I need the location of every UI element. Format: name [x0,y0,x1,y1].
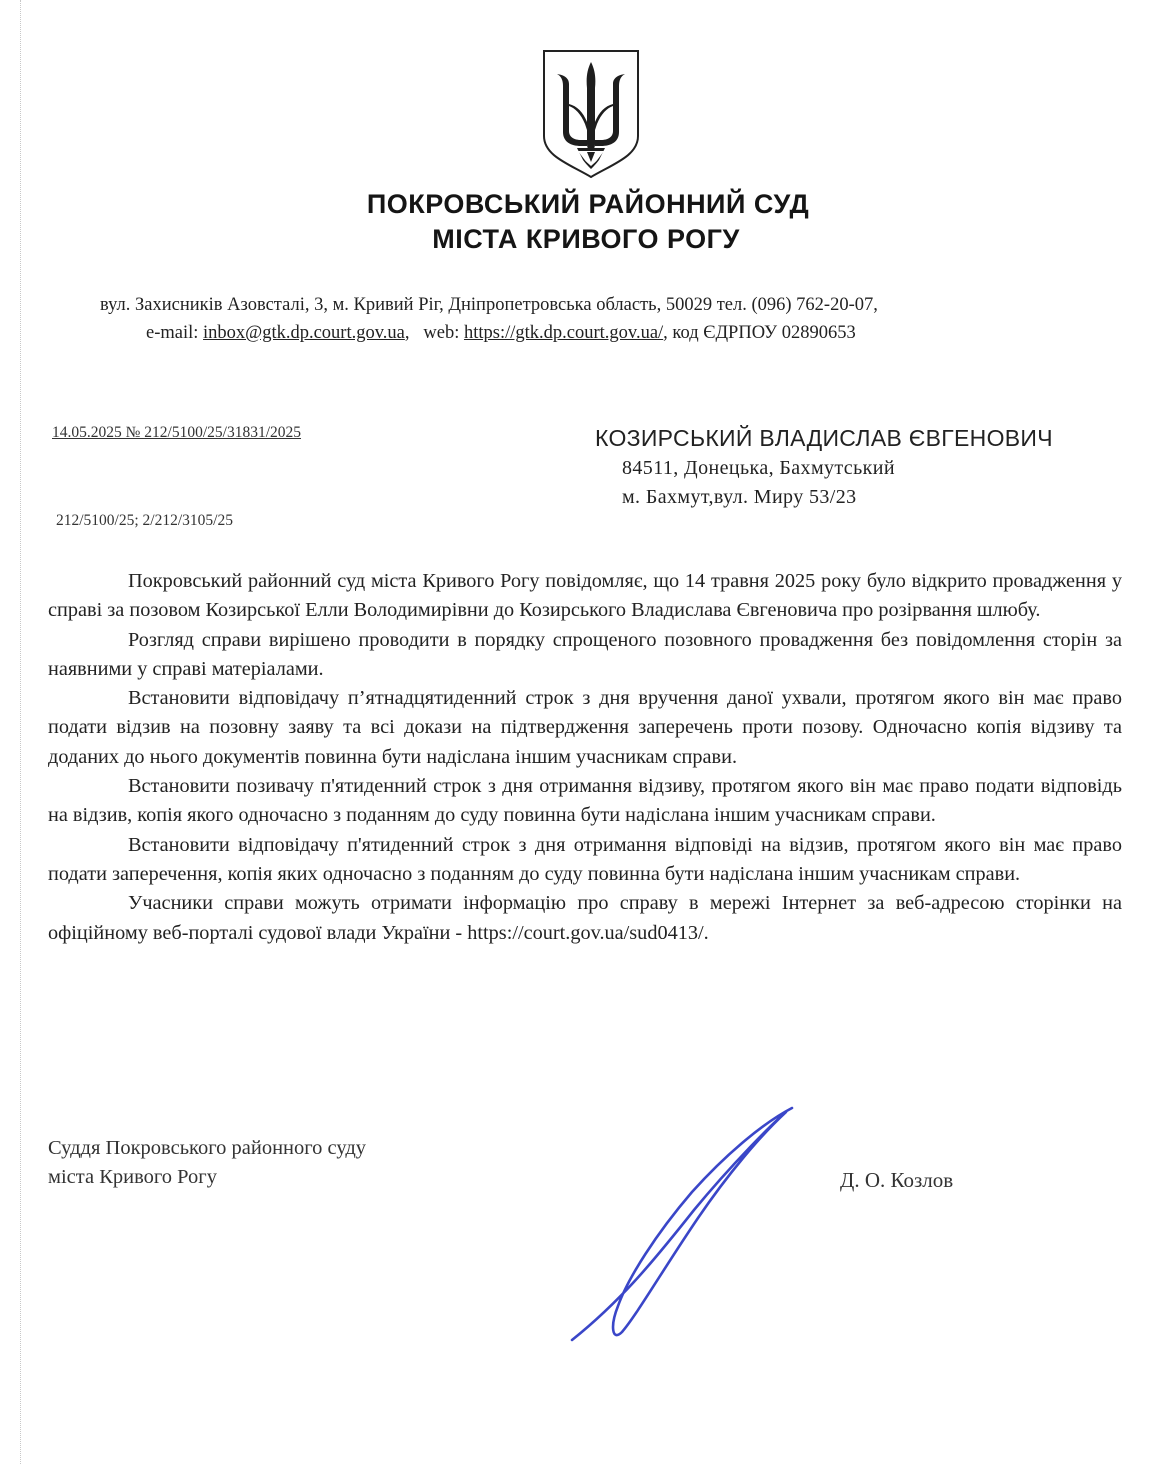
edrpou-code: код ЄДРПОУ 02890653 [672,323,856,343]
recipient-address-line2: м. Бахмут,вул. Миру 53/23 [622,486,857,508]
web-link[interactable]: https://gtk.dp.court.gov.ua/ [463,323,664,343]
handwritten-signature [560,1100,820,1350]
judge-name: Д. О. Козлов [840,1168,954,1192]
body-paragraph: Встановити відповідачу п'ятиденний строк з дня отримання відповіді на відзив, протягом якого він має право подати заперечення, копія яких одночасно з поданням до суду повинна бути надіслана іншим учасникам справи. [48,833,1122,885]
trident-emblem-icon [541,48,641,180]
body-paragraph: Учасники справи можуть отримати інформацію про справу в мережі Інтернет за веб-адресою сторінки на офіційному веб-порталі судової влади України - https://court.gov.ua/sud0413/. [48,892,1122,944]
court-name-line1: ПОКРОВСЬКИЙ РАЙОННИЙ СУД [366,189,810,219]
signature-stroke [572,1108,792,1340]
judge-title-line1: Суддя Покровського районного суду [48,1137,367,1159]
judge-title-line2: міста Кривого Рогу [48,1166,217,1188]
letter-body [48,567,1122,948]
case-numbers: 212/5100/25; 2/212/3105/25 [56,512,233,529]
recipient-name: КОЗИРСЬКИЙ ВЛАДИСЛАВ ЄВГЕНОВИЧ [595,425,1053,451]
body-paragraph: Встановити відповідачу п’ятнадцятиденний строк з дня вручення даної ухвали, протягом якого він має право подати відзив на позовну заяву та всі докази на підтвердження заперечень проти позову. Одночасно копія відзиву та доданих до нього документів повинна бути надіслана іншим учасникам справи. [48,687,1122,768]
court-name-line2: МІСТА КРИВОГО РОГУ [432,224,740,254]
body-paragraph: Встановити позивачу п'ятиденний строк з дня отримання відзиву, протягом якого він має право подати відповідь на відзив, копія якого одночасно з поданням до суду повинна бути надіслана іншим учасникам справи. [48,775,1122,827]
court-address: вул. Захисників Азовсталі, 3, м. Кривий Ріг, Дніпропетровська область, 50029 тел. (096) 762-20-07, [100,295,878,315]
web-label: web: [423,323,460,343]
recipient-address-line1: 84511, Донецька, Бахмутський [622,457,895,479]
court-contacts: e-mail: inbox@gtk.dp.court.gov.ua, web: https://gtk.dp.court.gov.ua/, код ЄДРПОУ 02890653 [146,323,856,343]
judge-title [48,1134,366,1192]
body-paragraph: Розгляд справи вирішено проводити в порядку спрощеного позовного провадження без повідомлення сторін за наявними у справі матеріалами. [48,628,1122,680]
body-paragraph: Покровський районний суд міста Кривого Рогу повідомляє, що 14 травня 2025 року було відкрито провадження у справі за позовом Козирської Елли Володимирівни до Козирського Владислава Євгеновича про розірвання шлюбу. [48,570,1122,622]
outgoing-reference: 14.05.2025 № 212/5100/25/31831/2025 [52,424,302,441]
email-label: e-mail: [146,323,199,343]
email-link[interactable]: inbox@gtk.dp.court.gov.ua [203,323,405,343]
